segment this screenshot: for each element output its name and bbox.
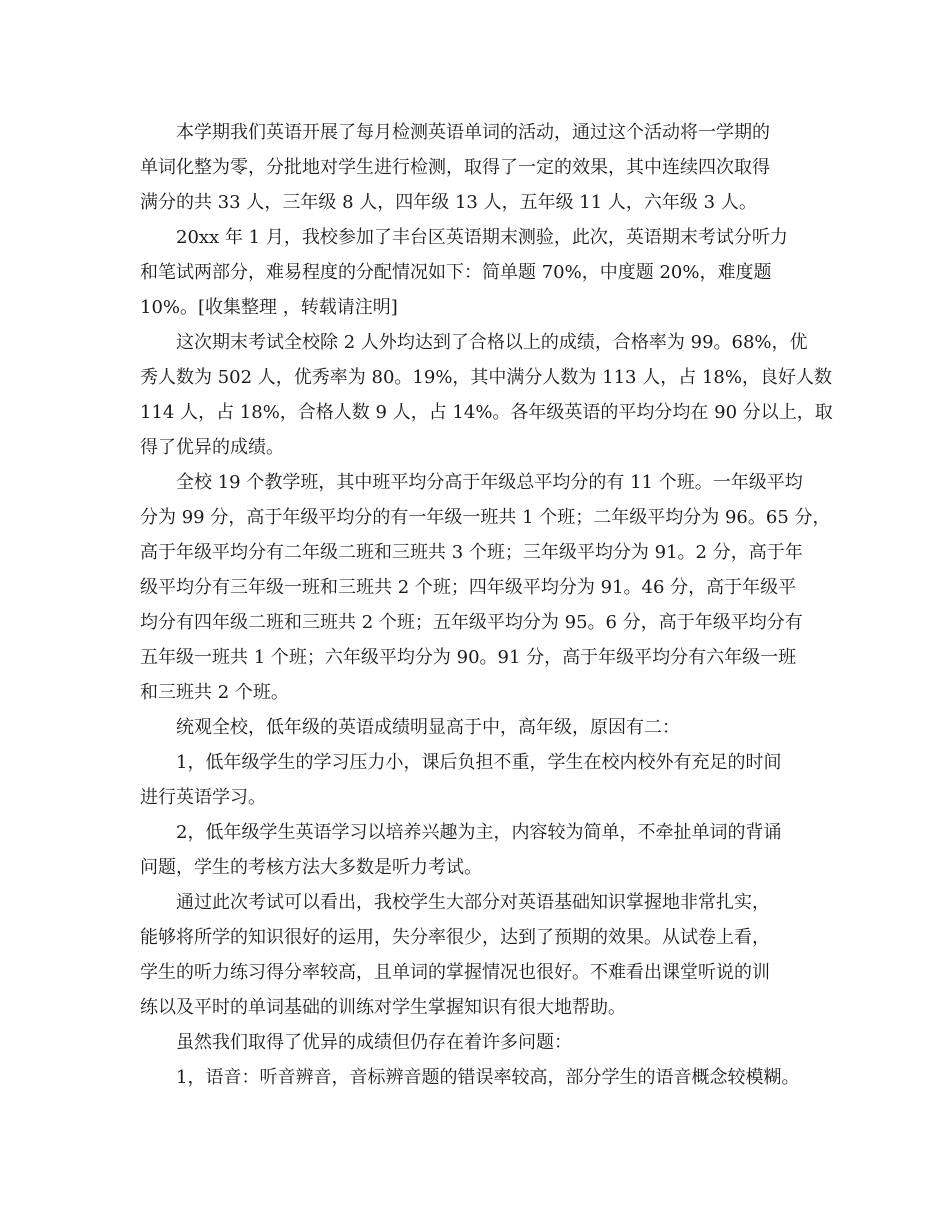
paragraph-first-line: 虽然我们取得了优异的成绩但仍存在着许多问题： (176, 1032, 572, 1053)
paragraph-line: 114 人，占 18%，合格人数 9 人，占 14%。各年级英语的平均分均在 90 分以上，取 (140, 402, 833, 423)
paragraph-line: 满分的共 33 人，三年级 8 人，四年级 13 人，五年级 11 人，六年级 3 人。 (140, 192, 757, 213)
paragraph-line: 五年级一班共 1 个班；六年级平均分为 90。91 分，高于年级平均分有六年级一班 (140, 647, 797, 668)
paragraph-line: 和三班共 2 个班。 (140, 682, 289, 703)
document-body (140, 115, 833, 1095)
paragraph-line: 级平均分有三年级一班和三班共 2 个班；四年级平均分为 91。46 分，高于年级平 (140, 577, 797, 598)
paragraph-line: 得了优异的成绩。 (140, 437, 284, 458)
paragraph-first-line: 1，语音：听音辨音，音标辨音题的错误率较高，部分学生的语音概念较模糊。 (176, 1067, 800, 1088)
paragraph (140, 710, 820, 745)
paragraph-first-line: 1，低年级学生的学习压力小，课后负担不重，学生在校内校外有充足的时间 (176, 752, 782, 773)
paragraph (140, 115, 820, 220)
paragraph-first-line: 统观全校，低年级的英语成绩明显高于中，高年级，原因有二： (176, 717, 680, 738)
paragraph-line: 单词化整为零，分批地对学生进行检测，取得了一定的效果，其中连续四次取得 (140, 157, 770, 178)
paragraph-line: 分为 99 分，高于年级平均分的有一年级一班共 1 个班；二年级平均分为 96。65 分， (140, 507, 831, 528)
paragraph-line: 学生的听力练习得分率较高，且单词的掌握情况也很好。不难看出课堂听说的训 (140, 962, 770, 983)
paragraph-first-line: 20xx 年 1 月，我校参加了丰台区英语期末测验，此次，英语期末考试分听力 (176, 227, 788, 248)
paragraph-line: 能够将所学的知识很好的运用，失分率很少，达到了预期的效果。从试卷上看， (140, 927, 770, 948)
paragraph (140, 885, 820, 1025)
paragraph-line: 10%。[收集整理 ，转载请注明] (140, 297, 398, 318)
paragraph-line: 练以及平时的单词基础的训练对学生掌握知识有很大地帮助。 (140, 997, 626, 1018)
paragraph-line: 进行英语学习。 (140, 787, 266, 808)
paragraph (140, 465, 831, 710)
paragraph-first-line: 本学期我们英语开展了每月检测英语单词的活动，通过这个活动将一学期的 (176, 122, 770, 143)
paragraph (140, 1025, 820, 1060)
paragraph-line: 均分有四年级二班和三班共 2 个班；五年级平均分为 95。6 分，高于年级平均分有 (140, 612, 803, 633)
paragraph-line: 问题，学生的考核方法大多数是听力考试。 (140, 857, 482, 878)
paragraph-first-line: 2，低年级学生英语学习以培养兴趣为主，内容较为简单，不牵扯单词的背诵 (176, 822, 782, 843)
paragraph-first-line: 通过此次考试可以看出，我校学生大部分对英语基础知识掌握地非常扎实， (176, 892, 770, 913)
paragraph (140, 815, 820, 885)
paragraph (140, 745, 820, 815)
paragraph-first-line: 这次期末考试全校除 2 人外均达到了合格以上的成绩，合格率为 99。68%，优 (176, 332, 808, 353)
paragraph (140, 220, 820, 325)
paragraph (140, 1060, 820, 1095)
paragraph-line: 和笔试两部分，难易程度的分配情况如下：简单题 70%，中度题 20%，难度题 (140, 262, 772, 283)
paragraph-first-line: 全校 19 个教学班，其中班平均分高于年级总平均分的有 11 个班。一年级平均 (176, 472, 803, 493)
paragraph (140, 325, 833, 465)
paragraph-line: 高于年级平均分有二年级二班和三班共 3 个班；三年级平均分为 91。2 分，高于年 (140, 542, 803, 563)
paragraph-line: 秀人数为 502 人，优秀率为 80。19%，其中满分人数为 113 人，占 18%，良好人数 (140, 367, 832, 388)
